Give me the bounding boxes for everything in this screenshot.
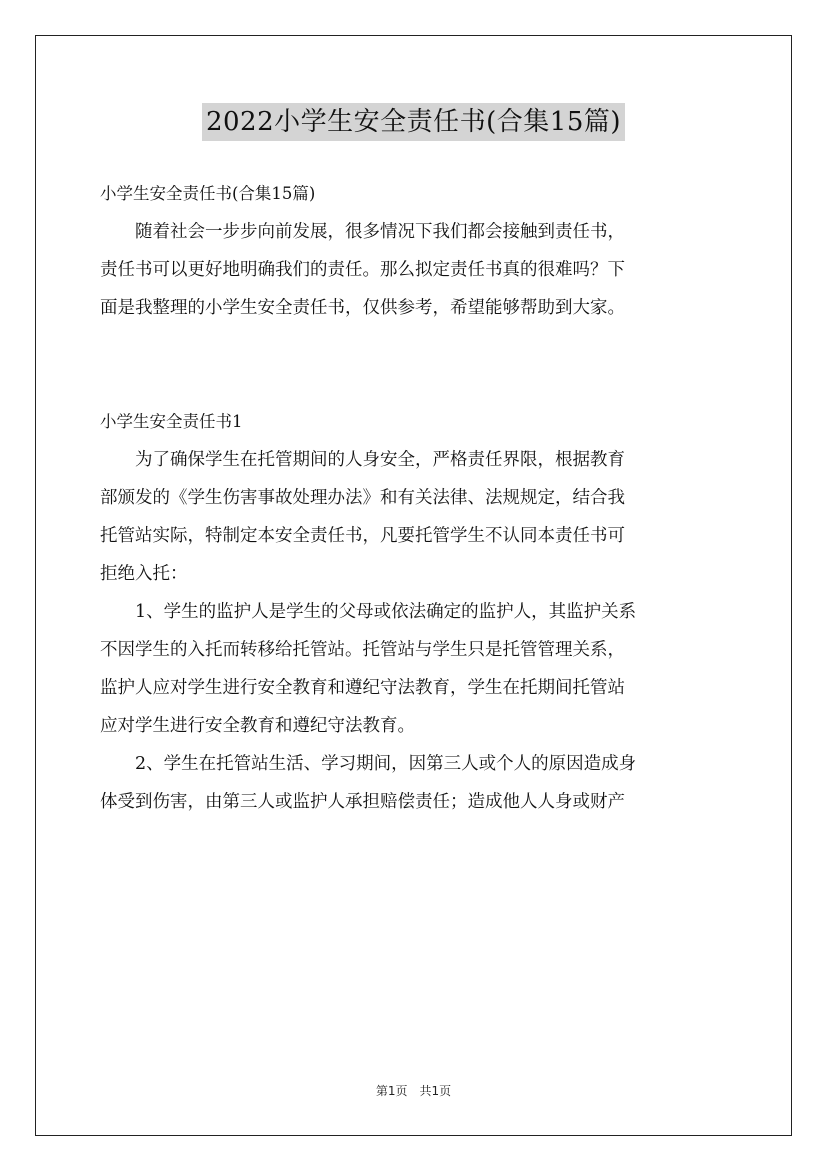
document-title: 2022小学生安全责任书(合集15篇) <box>202 103 625 141</box>
paragraph-line: 应对学生进行安全教育和遵纪守法教育。 <box>100 716 415 736</box>
document-body <box>100 175 728 821</box>
document-subtitle: 小学生安全责任书(合集15篇) <box>100 184 316 203</box>
intro-line: 面是我整理的小学生安全责任书，仅供参考，希望能够帮助到大家。 <box>100 298 625 318</box>
paragraph-line: 2、学生在托管站生活、学习期间，因第三人或个人的原因造成身 <box>100 754 637 774</box>
title-container <box>0 103 827 141</box>
paragraph-line: 体受到伤害，由第三人或监护人承担赔偿责任；造成他人人身或财产 <box>100 792 625 812</box>
section-heading: 小学生安全责任书1 <box>100 412 243 431</box>
paragraph-line: 为了确保学生在托管期间的人身安全，严格责任界限，根据教育 <box>100 450 625 470</box>
intro-line: 责任书可以更好地明确我们的责任。那么拟定责任书真的很难吗？下 <box>100 260 625 280</box>
paragraph-line: 1、学生的监护人是学生的父母或依法确定的监护人，其监护关系 <box>100 602 637 622</box>
intro-line: 随着社会一步步向前发展，很多情况下我们都会接触到责任书， <box>100 222 625 242</box>
paragraph-line: 部颁发的《学生伤害事故处理办法》和有关法律、法规规定，结合我 <box>100 488 625 508</box>
page-footer: 第1页 共1页 <box>375 1084 452 1098</box>
paragraph-line: 托管站实际，特制定本安全责任书，凡要托管学生不认同本责任书可 <box>100 526 625 546</box>
paragraph-line: 不因学生的入托而转移给托管站。托管站与学生只是托管管理关系， <box>100 640 625 660</box>
paragraph-line: 监护人应对学生进行安全教育和遵纪守法教育，学生在托期间托管站 <box>100 678 625 698</box>
paragraph-line: 拒绝入托： <box>100 564 188 584</box>
paragraph-spacer <box>100 327 728 403</box>
